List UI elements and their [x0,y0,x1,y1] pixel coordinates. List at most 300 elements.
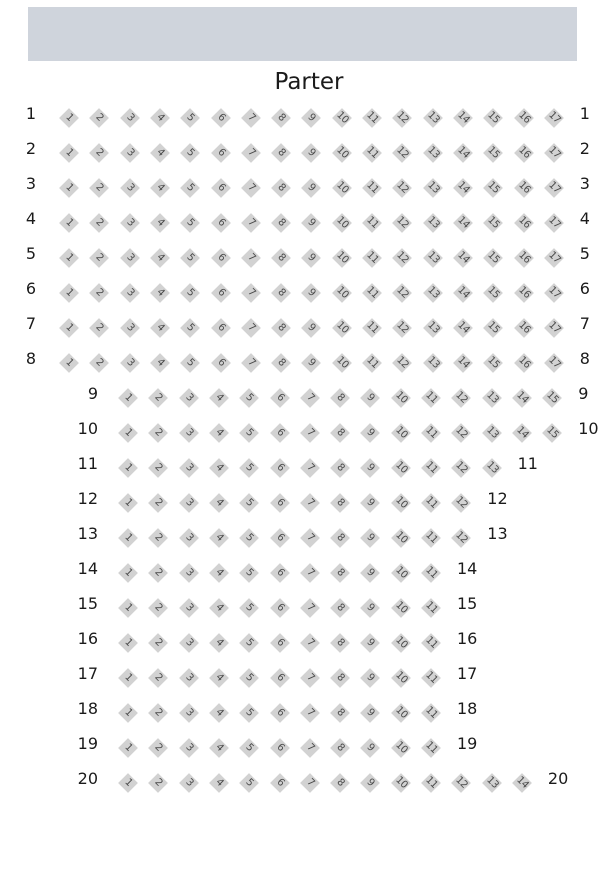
seat-row-5-num-12[interactable] [391,247,413,269]
seat-row-3-num-12[interactable] [391,177,413,199]
seat-row-8-num-4[interactable] [149,352,171,374]
seat-row-19-num-5[interactable] [238,737,260,759]
seat-row-6-num-5[interactable] [179,282,201,304]
seat-row-12-num-7[interactable] [299,492,321,514]
seat-row-10-num-6[interactable] [269,422,291,444]
seat-row-10-num-10[interactable] [390,422,412,444]
seat-row-6-num-4[interactable] [149,282,171,304]
seat-row-14-num-1[interactable] [117,562,139,584]
seat-row-12-num-6[interactable] [269,492,291,514]
seat-row-3-num-3[interactable] [119,177,141,199]
seat-row-11-num-7[interactable] [299,457,321,479]
seat-row-5-num-10[interactable] [331,247,353,269]
seat-row-17-num-1[interactable] [117,667,139,689]
seat-row-9-num-6[interactable] [269,387,291,409]
seat-row-15-num-4[interactable] [208,597,230,619]
seat-row-18-num-11[interactable] [420,702,442,724]
seat-row-15-num-8[interactable] [329,597,351,619]
seat-row-2-num-13[interactable] [422,142,444,164]
seat-row-12-num-3[interactable] [178,492,200,514]
seat-row-19-num-2[interactable] [147,737,169,759]
seat-row-20-num-1[interactable] [117,772,139,794]
seat-row-20-num-11[interactable] [420,772,442,794]
seat-row-17-num-9[interactable] [359,667,381,689]
seat-row-4-num-6[interactable] [210,212,232,234]
seat-row-4-num-15[interactable] [482,212,504,234]
seat-row-20-num-4[interactable] [208,772,230,794]
seat-row-18-num-2[interactable] [147,702,169,724]
seat-row-20-num-12[interactable] [450,772,472,794]
seat-row-8-num-7[interactable] [240,352,262,374]
seat-row-6-num-17[interactable] [543,282,565,304]
seat-row-10-num-3[interactable] [178,422,200,444]
seat-row-3-num-7[interactable] [240,177,262,199]
seat-row-11-num-2[interactable] [147,457,169,479]
seat-row-8-num-16[interactable] [513,352,535,374]
seat-row-7-num-13[interactable] [422,317,444,339]
seat-number: 10 [392,459,410,476]
seat-row-9-num-5[interactable] [238,387,260,409]
seat-row-5-num-4[interactable] [149,247,171,269]
seat-row-4-num-4[interactable] [149,212,171,234]
seat-row-9-num-11[interactable] [420,387,442,409]
seat-row-13-num-8[interactable] [329,527,351,549]
seat-row-1-num-17[interactable] [543,107,565,129]
seat-row-11-num-13[interactable] [481,457,503,479]
seat-row-8-num-9[interactable] [300,352,322,374]
seat-row-11-num-5[interactable] [238,457,260,479]
seat-row-10-num-1[interactable] [117,422,139,444]
seat-row-2-num-14[interactable] [452,142,474,164]
seat-row-11-num-3[interactable] [178,457,200,479]
seat-row-5-num-6[interactable] [210,247,232,269]
seat-row-1-num-4[interactable] [149,107,171,129]
seat-row-18-num-1[interactable] [117,702,139,724]
seat-row-17-num-3[interactable] [178,667,200,689]
seat-row-2-num-2[interactable] [88,142,110,164]
seat-row-20-num-10[interactable] [390,772,412,794]
seat-row-1-num-2[interactable] [88,107,110,129]
seat-row-1-num-14[interactable] [452,107,474,129]
seat-row-7-num-2[interactable] [88,317,110,339]
seat-row-3-num-16[interactable] [513,177,535,199]
seat-row-2-num-7[interactable] [240,142,262,164]
seat-number: 11 [423,634,440,651]
seat-row-15-num-3[interactable] [178,597,200,619]
seat-row-18-num-4[interactable] [208,702,230,724]
seat-number: 5 [243,776,256,789]
seat-row-14-num-8[interactable] [329,562,351,584]
seat-row-3-num-2[interactable] [88,177,110,199]
seat-row-17-num-8[interactable] [329,667,351,689]
seat-row-6-num-3[interactable] [119,282,141,304]
seat-row-20-num-14[interactable] [511,772,533,794]
seat-row-8-num-17[interactable] [543,352,565,374]
seat-row-14-num-3[interactable] [178,562,200,584]
seat-row-3-num-17[interactable] [543,177,565,199]
seat-row-5-num-16[interactable] [513,247,535,269]
seat-row-7-num-4[interactable] [149,317,171,339]
seat-row-7-num-12[interactable] [391,317,413,339]
seat-row-13-num-11[interactable] [420,527,442,549]
seat-row-4-num-2[interactable] [88,212,110,234]
seat-row-2-num-8[interactable] [270,142,292,164]
seat-row-9-num-15[interactable] [541,387,563,409]
seat-row-13-num-12[interactable] [450,527,472,549]
seat-row-19-num-4[interactable] [208,737,230,759]
seat-row-10-num-4[interactable] [208,422,230,444]
seat-row-20-num-9[interactable] [359,772,381,794]
seat-row-11-num-10[interactable] [390,457,412,479]
seat-row-10-num-12[interactable] [450,422,472,444]
seat-row-9-num-13[interactable] [481,387,503,409]
seat-row-15-num-2[interactable] [147,597,169,619]
seat-row-2-num-1[interactable] [58,142,80,164]
seat-row-15-num-9[interactable] [359,597,381,619]
seat-row-7-num-16[interactable] [513,317,535,339]
seat-row-8-num-15[interactable] [482,352,504,374]
seat-number: 4 [213,566,226,579]
seat-row-14-num-2[interactable] [147,562,169,584]
seat-row-6-num-1[interactable] [58,282,80,304]
seat-row-1-num-1[interactable] [58,107,80,129]
seat-row-10-num-5[interactable] [238,422,260,444]
seat-row-11-num-11[interactable] [420,457,442,479]
seat-row-13-num-3[interactable] [178,527,200,549]
seat-row-4-num-5[interactable] [179,212,201,234]
seat-row-4-num-3[interactable] [119,212,141,234]
seat-number: 1 [63,321,76,334]
seat-row-8-num-13[interactable] [422,352,444,374]
seat-row-8-num-5[interactable] [179,352,201,374]
seat-row-3-num-13[interactable] [422,177,444,199]
seat-row-18-num-8[interactable] [329,702,351,724]
seat-row-5-num-5[interactable] [179,247,201,269]
seat-row-16-num-4[interactable] [208,632,230,654]
seat-row-16-num-10[interactable] [390,632,412,654]
seat-row-10-num-8[interactable] [329,422,351,444]
seat-row-9-num-2[interactable] [147,387,169,409]
seat-row-2-num-11[interactable] [361,142,383,164]
seat-row-18-num-6[interactable] [269,702,291,724]
seat-row-19-num-7[interactable] [299,737,321,759]
seat-number: 3 [182,566,195,579]
seat-row-7-num-9[interactable] [300,317,322,339]
seat-row-8-num-12[interactable] [391,352,413,374]
seat-row-3-num-1[interactable] [58,177,80,199]
seat-row-5-num-17[interactable] [543,247,565,269]
seat-row-7-num-15[interactable] [482,317,504,339]
seat-row-17-num-2[interactable] [147,667,169,689]
seat-row-8-num-1[interactable] [58,352,80,374]
seat-row-6-num-2[interactable] [88,282,110,304]
seat-row-12-num-5[interactable] [238,492,260,514]
seat-row-12-num-11[interactable] [420,492,442,514]
seat-row-7-num-3[interactable] [119,317,141,339]
seat-row-5-num-14[interactable] [452,247,474,269]
seat-row-1-num-9[interactable] [300,107,322,129]
seat-row-10-num-14[interactable] [511,422,533,444]
seat-row-20-num-8[interactable] [329,772,351,794]
seat-row-14-num-7[interactable] [299,562,321,584]
seat-row-4-num-14[interactable] [452,212,474,234]
seat-row-5-num-1[interactable] [58,247,80,269]
seat-row-6-num-12[interactable] [391,282,413,304]
seat-row-8-num-2[interactable] [88,352,110,374]
seat-row-8-num-10[interactable] [331,352,353,374]
seat-number: 3 [123,111,136,124]
seat-row-4-num-17[interactable] [543,212,565,234]
seat-row-11-num-6[interactable] [269,457,291,479]
seat-row-3-num-10[interactable] [331,177,353,199]
seat-row-16-num-6[interactable] [269,632,291,654]
seat-row-13-num-9[interactable] [359,527,381,549]
seat-row-12-num-8[interactable] [329,492,351,514]
seat-row-11-num-9[interactable] [359,457,381,479]
seat-row-7-num-5[interactable] [179,317,201,339]
seat-row-6-num-16[interactable] [513,282,535,304]
seat-row-2-num-6[interactable] [210,142,232,164]
seat-row-9-num-7[interactable] [299,387,321,409]
seat-row-14-num-10[interactable] [390,562,412,584]
seat-row-16-num-9[interactable] [359,632,381,654]
seat-row-7-num-8[interactable] [270,317,292,339]
seat-row-6-num-9[interactable] [300,282,322,304]
seat-row-3-num-14[interactable] [452,177,474,199]
seat-row-17-num-6[interactable] [269,667,291,689]
seat-row-16-num-1[interactable] [117,632,139,654]
seat-row-7-num-1[interactable] [58,317,80,339]
seat-row-11-num-1[interactable] [117,457,139,479]
seat-number: 4 [213,601,226,614]
seat-row-1-num-13[interactable] [422,107,444,129]
seat-row-3-num-15[interactable] [482,177,504,199]
seat-row-2-num-17[interactable] [543,142,565,164]
seat-row-20-num-2[interactable] [147,772,169,794]
seat-row-1-num-15[interactable] [482,107,504,129]
seat-row-4-num-16[interactable] [513,212,535,234]
seat-row-12-num-12[interactable] [450,492,472,514]
seat-row-20-num-13[interactable] [481,772,503,794]
seat-row-11-num-4[interactable] [208,457,230,479]
seat-row-5-num-15[interactable] [482,247,504,269]
seat-row-2-num-16[interactable] [513,142,535,164]
seat-row-6-num-6[interactable] [210,282,232,304]
seat-row-6-num-8[interactable] [270,282,292,304]
seat-row-20-num-3[interactable] [178,772,200,794]
seat-row-17-num-5[interactable] [238,667,260,689]
seat-row-7-num-7[interactable] [240,317,262,339]
seat-row-5-num-7[interactable] [240,247,262,269]
seat-row-18-num-5[interactable] [238,702,260,724]
seat-row-20-num-5[interactable] [238,772,260,794]
seat-row-12-num-1[interactable] [117,492,139,514]
seat-row-9-num-14[interactable] [511,387,533,409]
seat-row-9-num-3[interactable] [178,387,200,409]
seat-row-16-num-11[interactable] [420,632,442,654]
seat-row-9-num-8[interactable] [329,387,351,409]
seat-row-12-num-4[interactable] [208,492,230,514]
seat-row-2-num-4[interactable] [149,142,171,164]
seat-row-10-num-15[interactable] [541,422,563,444]
seat-row-7-num-11[interactable] [361,317,383,339]
seat-row-9-num-9[interactable] [359,387,381,409]
seat-row-14-num-11[interactable] [420,562,442,584]
seat-row-10-num-9[interactable] [359,422,381,444]
seat-row-12-num-9[interactable] [359,492,381,514]
seat-row-19-num-10[interactable] [390,737,412,759]
seat-row-16-num-2[interactable] [147,632,169,654]
seat-row-18-num-3[interactable] [178,702,200,724]
seat-row-14-num-9[interactable] [359,562,381,584]
seat-row-4-num-1[interactable] [58,212,80,234]
seat-row-16-num-3[interactable] [178,632,200,654]
seat-row-3-num-11[interactable] [361,177,383,199]
seat-number: 14 [455,284,472,301]
seat-row-19-num-1[interactable] [117,737,139,759]
seat-row-2-num-12[interactable] [391,142,413,164]
seat-row-16-num-7[interactable] [299,632,321,654]
row-label-left: 8 [25,349,36,368]
seat-row-3-num-6[interactable] [210,177,232,199]
seat-row-18-num-10[interactable] [390,702,412,724]
seat-row-8-num-14[interactable] [452,352,474,374]
seat-row-3-num-4[interactable] [149,177,171,199]
seat-row-8-num-6[interactable] [210,352,232,374]
seat-row-17-num-7[interactable] [299,667,321,689]
seat-row-4-num-13[interactable] [422,212,444,234]
seat-row-2-num-5[interactable] [179,142,201,164]
seat-row-19-num-8[interactable] [329,737,351,759]
seat-row-19-num-11[interactable] [420,737,442,759]
seat-row-15-num-1[interactable] [117,597,139,619]
seat-row-1-num-8[interactable] [270,107,292,129]
seat-row-9-num-12[interactable] [450,387,472,409]
seat-row-8-num-3[interactable] [119,352,141,374]
seat-row-20-num-6[interactable] [269,772,291,794]
seat-row-7-num-14[interactable] [452,317,474,339]
seat-row-7-num-6[interactable] [210,317,232,339]
seat-row-5-num-9[interactable] [300,247,322,269]
seat-row-4-num-12[interactable] [391,212,413,234]
seat-row-5-num-3[interactable] [119,247,141,269]
seat-row-6-num-11[interactable] [361,282,383,304]
seat-number: 2 [152,776,165,789]
seat-row-5-num-13[interactable] [422,247,444,269]
seat-row-14-num-4[interactable] [208,562,230,584]
seat-number: 3 [123,181,136,194]
seat-row-12-num-10[interactable] [390,492,412,514]
seat-row-9-num-1[interactable] [117,387,139,409]
seat-row-13-num-5[interactable] [238,527,260,549]
seat-row-10-num-7[interactable] [299,422,321,444]
seat-row-10-num-2[interactable] [147,422,169,444]
row-label-right: 20 [547,769,569,788]
seat-row-16-num-5[interactable] [238,632,260,654]
seat-row-13-num-6[interactable] [269,527,291,549]
seat-row-15-num-6[interactable] [269,597,291,619]
seat-row-11-num-12[interactable] [450,457,472,479]
seat-row-13-num-4[interactable] [208,527,230,549]
seat-row-4-num-7[interactable] [240,212,262,234]
seat-row-19-num-6[interactable] [269,737,291,759]
seat-row-18-num-9[interactable] [359,702,381,724]
seat-row-6-num-10[interactable] [331,282,353,304]
seat-row-14-num-5[interactable] [238,562,260,584]
seat-row-13-num-7[interactable] [299,527,321,549]
seat-row-8-num-11[interactable] [361,352,383,374]
seat-row-19-num-3[interactable] [178,737,200,759]
seat-row-20-num-7[interactable] [299,772,321,794]
seat-row-8-num-8[interactable] [270,352,292,374]
seat-row-5-num-11[interactable] [361,247,383,269]
seat-row-1-num-11[interactable] [361,107,383,129]
seat-row-6-num-15[interactable] [482,282,504,304]
seat-row-13-num-2[interactable] [147,527,169,549]
seat-row-12-num-2[interactable] [147,492,169,514]
seat-number: 10 [333,144,351,161]
seat-number: 8 [334,741,347,754]
seat-row-2-num-9[interactable] [300,142,322,164]
seat-row-1-num-10[interactable] [331,107,353,129]
seat-row-15-num-7[interactable] [299,597,321,619]
seat-row-10-num-13[interactable] [481,422,503,444]
seat-row-6-num-7[interactable] [240,282,262,304]
seat-row-1-num-16[interactable] [513,107,535,129]
seat-row-10-num-11[interactable] [420,422,442,444]
seat-row-15-num-11[interactable] [420,597,442,619]
seat-row-1-num-12[interactable] [391,107,413,129]
seat-row-13-num-10[interactable] [390,527,412,549]
seat-row-5-num-8[interactable] [270,247,292,269]
seat-row-4-num-11[interactable] [361,212,383,234]
seat-row-1-num-3[interactable] [119,107,141,129]
seat-row-3-num-8[interactable] [270,177,292,199]
seat-row-9-num-4[interactable] [208,387,230,409]
seat-row-7-num-17[interactable] [543,317,565,339]
seat-row-17-num-11[interactable] [420,667,442,689]
seat-row-4-num-8[interactable] [270,212,292,234]
seat-row-16-num-8[interactable] [329,632,351,654]
seat-row-1-num-5[interactable] [179,107,201,129]
seat-row-9-num-10[interactable] [390,387,412,409]
seat-row-6-num-13[interactable] [422,282,444,304]
seat-row-11-num-8[interactable] [329,457,351,479]
seat-row-5-num-2[interactable] [88,247,110,269]
seat-row-13-num-1[interactable] [117,527,139,549]
seat-row-4-num-9[interactable] [300,212,322,234]
seat-row-4-num-10[interactable] [331,212,353,234]
seat-row-2-num-10[interactable] [331,142,353,164]
seat-row-17-num-10[interactable] [390,667,412,689]
seat-row-2-num-15[interactable] [482,142,504,164]
seat-number: 14 [455,319,472,336]
seat-row-18-num-7[interactable] [299,702,321,724]
seat-row-17-num-4[interactable] [208,667,230,689]
seat-row-1-num-7[interactable] [240,107,262,129]
seat-row-15-num-5[interactable] [238,597,260,619]
seat-row-3-num-5[interactable] [179,177,201,199]
seat-row-19-num-9[interactable] [359,737,381,759]
seat-row-14-num-6[interactable] [269,562,291,584]
row-label-left: 18 [77,699,98,718]
seat-row-7-num-10[interactable] [331,317,353,339]
seat-row-3-num-9[interactable] [300,177,322,199]
seat-row-2-num-3[interactable] [119,142,141,164]
seat-row-6-num-14[interactable] [452,282,474,304]
seat-row-1-num-6[interactable] [210,107,232,129]
seat-row-15-num-10[interactable] [390,597,412,619]
